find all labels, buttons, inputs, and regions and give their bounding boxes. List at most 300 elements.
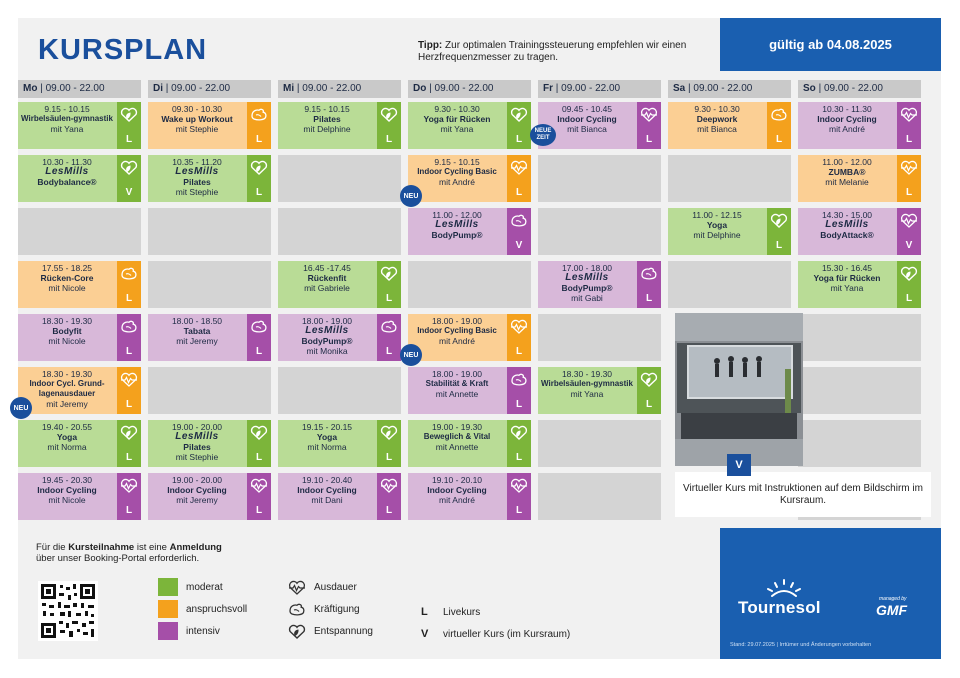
stand-note: Stand: 29.07.2025 | Irrtümer und Änderungen vorbehalten bbox=[730, 642, 872, 648]
course-card[interactable] bbox=[408, 367, 531, 414]
course-type: L bbox=[515, 452, 523, 463]
course-badge bbox=[117, 261, 141, 308]
course-instructor: mit Dani bbox=[311, 495, 343, 505]
day-header-mo: Mo | 09.00 - 22.00 bbox=[18, 80, 141, 98]
course-card[interactable] bbox=[18, 261, 141, 308]
strength-icon bbox=[770, 107, 788, 122]
course-type: V bbox=[905, 240, 913, 251]
course-card[interactable] bbox=[798, 261, 921, 308]
course-card[interactable] bbox=[278, 102, 401, 149]
course-text bbox=[18, 422, 116, 452]
course-text bbox=[18, 369, 116, 409]
course-text bbox=[18, 316, 116, 346]
course-name: Yoga bbox=[56, 432, 78, 442]
course-time: 19.00 - 19.30 bbox=[431, 422, 483, 432]
course-time: 10.30 - 11.30 bbox=[42, 157, 92, 167]
course-badge bbox=[507, 420, 531, 467]
course-name: Yoga bbox=[316, 432, 338, 442]
course-time: 09.45 - 10.45 bbox=[561, 104, 613, 114]
strength-icon bbox=[120, 266, 138, 281]
course-name: Pilates bbox=[313, 114, 341, 124]
relax-icon bbox=[380, 266, 398, 281]
course-card[interactable] bbox=[668, 208, 791, 255]
course-name: Beweglich & Vital bbox=[423, 432, 491, 441]
course-badge bbox=[247, 473, 271, 520]
course-card[interactable] bbox=[408, 420, 531, 467]
course-time: 18.30 - 19.30 bbox=[41, 369, 93, 379]
course-instructor: mit Annette bbox=[435, 442, 479, 452]
course-card[interactable] bbox=[148, 102, 271, 149]
relax-icon bbox=[380, 425, 398, 440]
course-card[interactable] bbox=[278, 314, 401, 361]
strength-icon bbox=[120, 319, 138, 334]
course-name: Yoga für Rücken bbox=[423, 114, 491, 124]
course-card[interactable] bbox=[148, 155, 271, 202]
course-badge bbox=[377, 420, 401, 467]
course-instructor: mit Melanie bbox=[825, 177, 869, 187]
course-card[interactable] bbox=[408, 102, 531, 149]
course-text bbox=[148, 316, 246, 346]
empty-slot bbox=[798, 367, 921, 414]
course-name: Tabata bbox=[183, 326, 211, 336]
course-card[interactable] bbox=[668, 102, 791, 149]
course-name: Bodybalance® bbox=[37, 177, 97, 187]
course-card[interactable] bbox=[538, 261, 661, 308]
relax-icon bbox=[900, 266, 918, 281]
course-type: L bbox=[125, 134, 133, 145]
course-name: Stabilität & Kraft bbox=[425, 379, 489, 388]
course-name: Bodyfit bbox=[52, 326, 82, 336]
course-name: Wake up Workout bbox=[161, 114, 233, 124]
course-text bbox=[668, 104, 766, 134]
legend-level-intensiv: intensiv bbox=[158, 622, 220, 640]
course-instructor: mit Gabriele bbox=[304, 283, 350, 293]
brand-name: Tournesol bbox=[738, 598, 821, 617]
course-name: BodyPump® bbox=[431, 230, 483, 240]
course-name: Yoga für Rücken bbox=[813, 273, 881, 283]
course-text bbox=[538, 263, 636, 303]
relax-icon bbox=[250, 160, 268, 175]
course-name: Indoor Cycling bbox=[167, 485, 227, 495]
course-instructor: mit André bbox=[439, 495, 475, 505]
cardio-icon bbox=[120, 372, 138, 387]
course-instructor: mit Stephie bbox=[175, 452, 219, 462]
new-badge: NEU bbox=[10, 397, 32, 419]
course-type: L bbox=[645, 293, 653, 304]
strength-icon bbox=[250, 107, 268, 122]
course-instructor: mit Jeremy bbox=[176, 336, 218, 346]
course-badge bbox=[637, 261, 661, 308]
course-type: L bbox=[645, 399, 653, 410]
course-type: L bbox=[255, 187, 263, 198]
course-time: 18.30 - 19.30 bbox=[41, 316, 93, 326]
registration-note: Für die Kursteilnahme ist eine Anmeldung über unser Booking-Portal erforderlich. bbox=[36, 542, 222, 564]
course-card[interactable] bbox=[278, 261, 401, 308]
course-badge bbox=[247, 102, 271, 149]
course-time: 9.15 - 10.15 bbox=[44, 104, 90, 114]
course-instructor: mit Norma bbox=[47, 442, 87, 452]
cardio-icon bbox=[640, 107, 658, 122]
course-time: 09.30 - 10.30 bbox=[171, 104, 223, 114]
course-name: Indoor Cycling bbox=[297, 485, 357, 495]
valid-from-banner: gültig ab 04.08.2025 bbox=[720, 18, 941, 71]
course-type: V bbox=[515, 240, 523, 251]
course-name: Yoga bbox=[706, 220, 728, 230]
course-text bbox=[18, 263, 116, 293]
course-badge bbox=[117, 367, 141, 414]
empty-slot bbox=[668, 261, 791, 308]
legend-swatch bbox=[158, 578, 178, 596]
relax-icon bbox=[288, 624, 306, 638]
cardio-icon bbox=[510, 319, 528, 334]
course-card[interactable] bbox=[798, 155, 921, 202]
relax-icon bbox=[120, 107, 138, 122]
course-time: 19.40 - 20.55 bbox=[41, 422, 93, 432]
course-name: Wirbelsäulen-gymnastik bbox=[541, 379, 633, 388]
course-type: L bbox=[255, 505, 263, 516]
booking-qr-code[interactable] bbox=[38, 581, 98, 641]
course-type: L bbox=[125, 293, 133, 304]
legend-icon-cardio: Ausdauer bbox=[288, 580, 357, 594]
cardio-icon bbox=[288, 580, 306, 594]
course-badge bbox=[377, 314, 401, 361]
empty-slot bbox=[148, 261, 271, 308]
day-header-mi: Mi | 09.00 - 22.00 bbox=[278, 80, 401, 98]
course-instructor: mit Jeremy bbox=[176, 495, 218, 505]
empty-slot bbox=[668, 155, 791, 202]
course-badge bbox=[117, 314, 141, 361]
course-instructor: mit Stephie bbox=[175, 124, 219, 134]
course-time: 9.15 - 10.15 bbox=[434, 157, 480, 167]
cardio-icon bbox=[900, 107, 918, 122]
day-header-sa: Sa | 09.00 - 22.00 bbox=[668, 80, 791, 98]
course-text bbox=[148, 157, 246, 197]
course-text bbox=[408, 210, 506, 240]
course-type: L bbox=[125, 346, 133, 357]
course-text bbox=[668, 210, 766, 240]
legend-icon-relax: Entspannung bbox=[288, 624, 373, 638]
course-card[interactable] bbox=[408, 155, 531, 202]
course-type: L bbox=[385, 505, 393, 516]
course-card[interactable] bbox=[18, 102, 141, 149]
partner-logo: GMF bbox=[876, 602, 908, 618]
sun-logo-icon bbox=[764, 578, 804, 598]
course-card[interactable] bbox=[18, 314, 141, 361]
cardio-icon bbox=[900, 160, 918, 175]
day-header-di: Di | 09.00 - 22.00 bbox=[148, 80, 271, 98]
legend-type-V: V virtueller Kurs (im Kursraum) bbox=[421, 628, 571, 640]
day-header-so: So | 09.00 - 22.00 bbox=[798, 80, 921, 98]
course-instructor: mit Nicole bbox=[48, 336, 86, 346]
course-type: L bbox=[125, 505, 133, 516]
course-badge bbox=[377, 102, 401, 149]
strength-icon bbox=[640, 266, 658, 281]
course-text bbox=[278, 104, 376, 134]
empty-slot bbox=[148, 367, 271, 414]
course-card[interactable] bbox=[18, 155, 141, 202]
course-instructor: mit Delphine bbox=[693, 230, 741, 240]
empty-slot bbox=[538, 420, 661, 467]
course-card[interactable] bbox=[18, 367, 141, 414]
course-badge bbox=[637, 367, 661, 414]
virtual-badge: V bbox=[727, 454, 751, 476]
strength-icon bbox=[288, 602, 306, 616]
legend-level-anspruchsvoll: anspruchsvoll bbox=[158, 600, 247, 618]
course-name: Indoor Cycling Basic bbox=[417, 326, 497, 335]
course-type: V bbox=[125, 187, 133, 198]
course-time: 9.30 - 10.30 bbox=[434, 104, 480, 114]
course-name: Rücken-Core bbox=[40, 273, 94, 283]
day-header-do: Do | 09.00 - 22.00 bbox=[408, 80, 531, 98]
course-type: L bbox=[515, 505, 523, 516]
course-time: 18.30 - 19.30 bbox=[561, 369, 613, 379]
course-text bbox=[798, 104, 896, 134]
empty-slot bbox=[538, 473, 661, 520]
course-text bbox=[278, 422, 376, 452]
empty-slot bbox=[538, 155, 661, 202]
course-name: Wirbelsäulen-gymnastik bbox=[21, 114, 113, 123]
course-type: L bbox=[775, 240, 783, 251]
page-title: KURSPLAN bbox=[38, 34, 208, 66]
course-text bbox=[18, 157, 116, 187]
course-name: Indoor Cycling Basic bbox=[417, 167, 497, 176]
relax-icon bbox=[120, 425, 138, 440]
course-text bbox=[798, 263, 896, 293]
course-type: L bbox=[515, 399, 523, 410]
cardio-icon bbox=[250, 478, 268, 493]
strength-icon bbox=[250, 319, 268, 334]
course-instructor: mit Yana bbox=[50, 124, 84, 134]
legend-level-moderat: moderat bbox=[158, 578, 223, 596]
course-card[interactable] bbox=[18, 420, 141, 467]
new-badge: NEU bbox=[400, 185, 422, 207]
course-time: 11.00 - 12.00 bbox=[432, 210, 482, 220]
course-badge bbox=[767, 208, 791, 255]
course-time: 11.00 - 12.15 bbox=[692, 210, 742, 220]
course-text bbox=[18, 475, 116, 505]
course-time: 10.30 - 11.30 bbox=[822, 104, 872, 114]
course-type: L bbox=[905, 134, 913, 145]
course-badge bbox=[247, 420, 271, 467]
course-text bbox=[148, 422, 246, 462]
course-name: Indoor Cycling bbox=[427, 485, 487, 495]
course-badge bbox=[507, 102, 531, 149]
course-instructor: mit Delphine bbox=[303, 124, 351, 134]
course-text bbox=[798, 157, 896, 187]
course-badge bbox=[897, 155, 921, 202]
course-type: L bbox=[385, 452, 393, 463]
course-instructor: mit Bianca bbox=[567, 124, 607, 134]
course-name: Pilates bbox=[183, 442, 211, 452]
course-card[interactable] bbox=[148, 314, 271, 361]
course-name: Indoor Cycling bbox=[37, 485, 97, 495]
course-text bbox=[408, 369, 506, 399]
relax-icon bbox=[380, 107, 398, 122]
course-type: L bbox=[905, 187, 913, 198]
course-type: L bbox=[905, 293, 913, 304]
course-badge bbox=[507, 155, 531, 202]
course-instructor: mit Yana bbox=[440, 124, 474, 134]
course-text bbox=[148, 475, 246, 505]
cardio-icon bbox=[510, 478, 528, 493]
empty-slot bbox=[798, 314, 921, 361]
course-instructor: mit Yana bbox=[830, 283, 864, 293]
course-badge bbox=[897, 102, 921, 149]
course-type: L bbox=[775, 134, 783, 145]
course-instructor: mit Stephie bbox=[175, 187, 219, 197]
lesmills-logo: LesMills bbox=[175, 166, 219, 177]
lesmills-logo: LesMills bbox=[175, 431, 219, 442]
lesmills-logo: LesMills bbox=[305, 325, 349, 336]
relax-icon bbox=[120, 160, 138, 175]
course-card[interactable] bbox=[408, 473, 531, 520]
empty-slot bbox=[278, 208, 401, 255]
brand-panel bbox=[720, 528, 941, 659]
course-card[interactable] bbox=[278, 420, 401, 467]
course-type: L bbox=[255, 134, 263, 145]
course-time: 16.45 -17.45 bbox=[303, 263, 351, 273]
course-time: 9.30 - 10.30 bbox=[694, 104, 740, 114]
course-time: 18.00 - 19.00 bbox=[301, 316, 353, 326]
managed-by-label: managed by bbox=[879, 596, 907, 602]
course-name: ZUMBA® bbox=[828, 167, 866, 177]
course-badge bbox=[247, 314, 271, 361]
legend-swatch bbox=[158, 600, 178, 618]
empty-slot bbox=[148, 208, 271, 255]
course-time: 14.30 - 15.00 bbox=[821, 210, 873, 220]
course-type: L bbox=[125, 399, 133, 410]
course-time: 15.30 - 16.45 bbox=[821, 263, 873, 273]
course-instructor: mit André bbox=[829, 124, 865, 134]
kursplan-sheet bbox=[13, 18, 941, 659]
course-card[interactable] bbox=[148, 420, 271, 467]
course-time: 19.00 - 20.00 bbox=[171, 475, 223, 485]
course-type: L bbox=[385, 134, 393, 145]
course-badge bbox=[637, 102, 661, 149]
course-type: L bbox=[515, 346, 523, 357]
course-card[interactable] bbox=[538, 367, 661, 414]
cardio-icon bbox=[380, 478, 398, 493]
course-text bbox=[798, 210, 896, 240]
course-time: 18.00 - 18.50 bbox=[171, 316, 223, 326]
course-badge bbox=[117, 102, 141, 149]
course-time: 17.55 - 18.25 bbox=[41, 263, 93, 273]
course-instructor: mit Yana bbox=[570, 389, 604, 399]
course-instructor: mit André bbox=[439, 177, 475, 187]
empty-slot bbox=[538, 314, 661, 361]
course-card[interactable] bbox=[278, 473, 401, 520]
legend-icon-strength: Kräftigung bbox=[288, 602, 360, 616]
course-time: 19.10 - 20.40 bbox=[301, 475, 353, 485]
course-badge bbox=[767, 102, 791, 149]
relax-icon bbox=[250, 425, 268, 440]
virtual-class-photo bbox=[675, 313, 803, 466]
course-time: 19.00 - 20.00 bbox=[171, 422, 223, 432]
course-instructor: mit André bbox=[439, 336, 475, 346]
course-time: 19.45 - 20.30 bbox=[41, 475, 93, 485]
course-instructor: mit Bianca bbox=[697, 124, 737, 134]
relax-icon bbox=[510, 425, 528, 440]
course-name: Indoor Cycl. Grund-lagenausdauer bbox=[29, 379, 105, 398]
lesmills-logo: LesMills bbox=[435, 219, 479, 230]
course-name: BodyPump® bbox=[561, 283, 613, 293]
cardio-icon bbox=[510, 160, 528, 175]
strength-icon bbox=[380, 319, 398, 334]
course-instructor: mit Gabi bbox=[571, 293, 603, 303]
course-card[interactable] bbox=[408, 314, 531, 361]
course-card[interactable] bbox=[408, 208, 531, 255]
course-badge bbox=[247, 155, 271, 202]
course-badge bbox=[117, 155, 141, 202]
course-badge bbox=[897, 261, 921, 308]
course-text bbox=[148, 104, 246, 134]
course-badge bbox=[897, 208, 921, 255]
course-text bbox=[408, 422, 506, 452]
course-badge bbox=[507, 367, 531, 414]
course-time: 17.00 - 18.00 bbox=[561, 263, 613, 273]
empty-slot bbox=[798, 420, 921, 467]
strength-icon bbox=[510, 213, 528, 228]
course-name: Rückenfit bbox=[307, 273, 347, 283]
course-text bbox=[408, 316, 506, 346]
course-type: L bbox=[515, 134, 523, 145]
course-time: 10.35 - 11.20 bbox=[172, 157, 222, 167]
legend-swatch bbox=[158, 622, 178, 640]
empty-slot bbox=[278, 367, 401, 414]
lesmills-logo: LesMills bbox=[45, 166, 89, 177]
strength-icon bbox=[510, 372, 528, 387]
course-type: L bbox=[645, 134, 653, 145]
course-name: BodyAttack® bbox=[820, 230, 874, 240]
legend-type-L: L Livekurs bbox=[421, 606, 481, 618]
relax-icon bbox=[510, 107, 528, 122]
course-card[interactable] bbox=[798, 102, 921, 149]
empty-slot bbox=[18, 208, 141, 255]
course-instructor: mit Nicole bbox=[48, 283, 86, 293]
new-badge: NEUE ZEIT bbox=[530, 124, 556, 146]
course-name: Deepwork bbox=[696, 114, 738, 124]
course-card[interactable] bbox=[538, 102, 661, 149]
relax-icon bbox=[770, 213, 788, 228]
course-name: Pilates bbox=[183, 177, 211, 187]
course-badge bbox=[117, 473, 141, 520]
course-badge bbox=[117, 420, 141, 467]
course-name: Indoor Cycling bbox=[557, 114, 617, 124]
tip-text: Tipp: Zur optimalen Trainingssteuerung empfehlen wir einen Herzfrequenzmesser zu tragen. bbox=[418, 40, 687, 63]
empty-slot bbox=[538, 208, 661, 255]
course-type: L bbox=[125, 452, 133, 463]
course-time: 19.10 - 20.10 bbox=[431, 475, 483, 485]
course-type: L bbox=[255, 346, 263, 357]
lesmills-logo: LesMills bbox=[565, 272, 609, 283]
virtual-note: Virtueller Kurs mit Instruktionen auf dem Bildschirm im Kursraum. bbox=[675, 472, 931, 517]
course-type: L bbox=[385, 293, 393, 304]
course-card[interactable] bbox=[18, 473, 141, 520]
course-badge bbox=[507, 473, 531, 520]
course-type: L bbox=[385, 346, 393, 357]
course-text bbox=[408, 104, 506, 134]
course-card[interactable] bbox=[798, 208, 921, 255]
course-type: L bbox=[515, 187, 523, 198]
course-text bbox=[18, 104, 116, 134]
relax-icon bbox=[640, 372, 658, 387]
empty-slot bbox=[278, 155, 401, 202]
empty-slot bbox=[408, 261, 531, 308]
course-card[interactable] bbox=[148, 473, 271, 520]
course-instructor: mit Nicole bbox=[48, 495, 86, 505]
course-name: BodyPump® bbox=[301, 336, 353, 346]
lesmills-logo: LesMills bbox=[825, 219, 869, 230]
